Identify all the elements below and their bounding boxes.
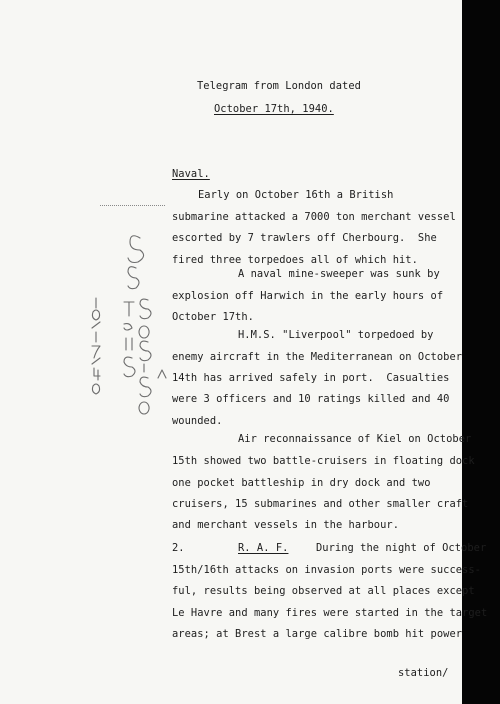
body-line: October 17th. (172, 311, 254, 323)
body-line: A naval mine-sweeper was sunk by (238, 268, 440, 280)
body-line: escorted by 7 trawlers off Cherbourg. She (172, 232, 437, 244)
section-number-raf: 2. (172, 542, 185, 554)
header-line-1: Telegram from London dated (197, 80, 361, 92)
body-line: During the night of October (316, 542, 487, 554)
body-line: and merchant vessels in the harbour. (172, 519, 400, 531)
section-heading-naval: Naval. (172, 168, 210, 180)
handwritten-margin-notes (88, 228, 168, 418)
continuation-catchword: station/ (398, 667, 449, 679)
body-line: Le Havre and many fires were started in the target (172, 607, 488, 619)
body-line: were 3 officers and 10 ratings killed and 40 (172, 393, 450, 405)
body-line: explosion off Harwich in the early hours of (172, 290, 444, 302)
scan-edge-bar (462, 0, 500, 704)
body-line: ful, results being observed at all places except (172, 585, 475, 597)
section-heading-raf: R. A. F. (238, 542, 289, 554)
body-line: areas; at Brest a large calibre bomb hit power (172, 628, 463, 640)
body-line: H.M.S. "Liverpool" torpedoed by (238, 329, 434, 341)
margin-rule (100, 205, 165, 206)
header-date: October 17th, 1940. (214, 103, 334, 115)
body-line: Early on October 16th a British (198, 189, 394, 201)
body-line: one pocket battleship in dry dock and two (172, 477, 431, 489)
body-line: enemy aircraft in the Mediterranean on October (172, 351, 463, 363)
body-line: submarine attacked a 7000 ton merchant vessel (172, 211, 456, 223)
body-line: Air reconnaissance of Kiel on October (238, 433, 472, 445)
body-line: 14th has arrived safely in port. Casualties (172, 372, 450, 384)
body-line: 15th/16th attacks on invasion ports were success- (172, 564, 481, 576)
body-line: wounded. (172, 415, 223, 427)
body-line: cruisers, 15 submarines and other smaller craft (172, 498, 469, 510)
body-line: 15th showed two battle-cruisers in floating dock (172, 455, 475, 467)
body-line: fired three torpedoes all of which hit. (172, 254, 418, 266)
